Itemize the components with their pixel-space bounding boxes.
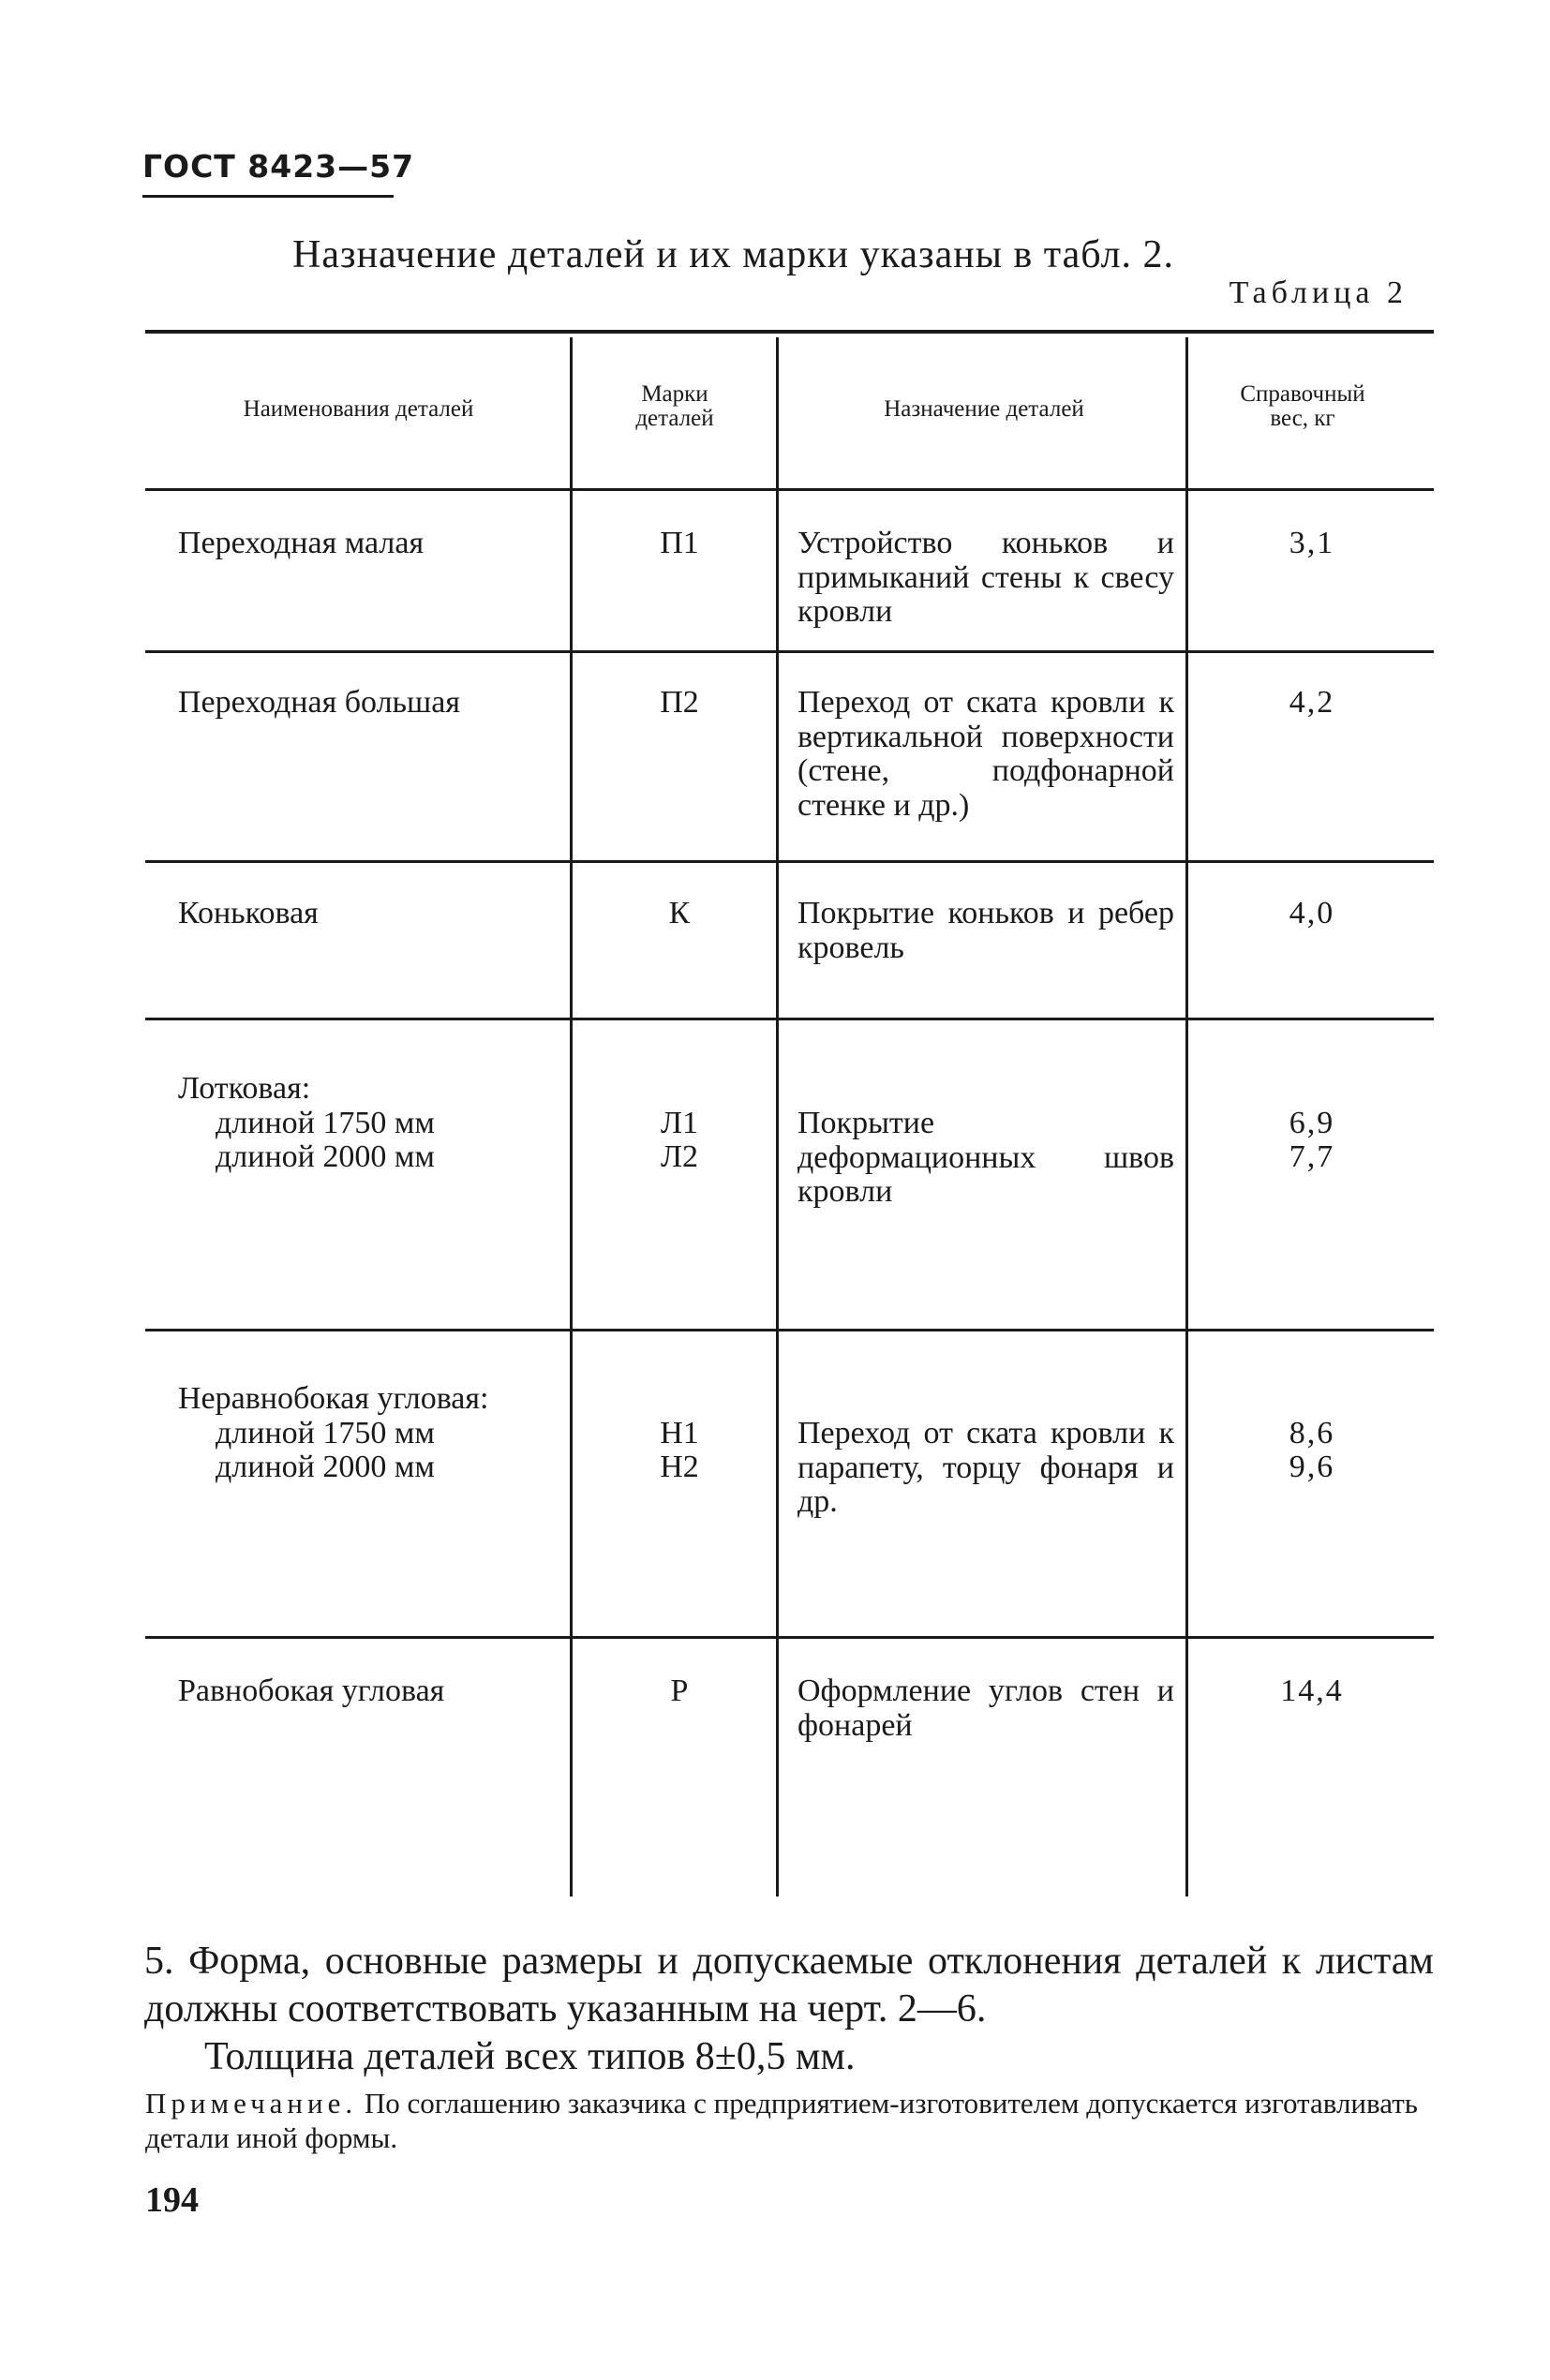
detail-purpose: Оформление углов стен и фонарей xyxy=(797,1673,1174,1743)
header-rule xyxy=(142,195,394,198)
detail-purpose: Переход от ската кровли к вертикальной поверхности (стене, подфонарной стенке и др.) xyxy=(797,685,1174,824)
column-header-weight: Справочный вес, кг xyxy=(1240,381,1365,432)
table-label: Таблица 2 xyxy=(1229,275,1408,310)
detail-purpose: Покрытие деформационных швов кровли xyxy=(797,1106,1174,1210)
column-divider xyxy=(1185,337,1188,1897)
detail-variant: длиной 2000 мм xyxy=(216,1450,435,1484)
paragraph-line: 5. Форма, основные размеры и допускаемые отклонения деталей к листам должны соответствовать указанным на черт. 2—6. xyxy=(144,1940,1434,2031)
detail-weight: 4,2 xyxy=(1289,685,1335,720)
standard-header: ГОСТ 8423—57 xyxy=(142,148,415,185)
detail-mark: П2 xyxy=(660,685,699,720)
detail-purpose: Покрытие коньков и ребер кровель xyxy=(797,896,1174,965)
table-top-rule xyxy=(145,330,1434,334)
detail-name: Равнобокая угловая xyxy=(178,1673,445,1708)
detail-weight: 6,9 xyxy=(1289,1106,1335,1140)
detail-mark: Л2 xyxy=(660,1139,699,1174)
detail-name: Лотковая: xyxy=(178,1071,311,1106)
detail-variant: длиной 2000 мм xyxy=(216,1139,435,1174)
detail-weight: 14,4 xyxy=(1280,1673,1344,1708)
detail-name: Коньковая xyxy=(178,896,319,930)
detail-weight: 4,0 xyxy=(1289,896,1335,930)
detail-purpose: Устройство коньков и примыканий стены к свесу кровли xyxy=(797,526,1174,630)
column-header-marks: Марки деталей xyxy=(635,381,714,432)
row-divider xyxy=(145,650,1434,653)
column-header-purpose: Назначение деталей xyxy=(884,396,1084,422)
detail-mark: П1 xyxy=(660,526,699,560)
note-text: По соглашению заказчика с предприятием-изготовителем допускается изготавливать детали иной формы. xyxy=(145,2087,1418,2155)
note xyxy=(145,2086,1438,2155)
detail-weight: 9,6 xyxy=(1289,1450,1335,1484)
detail-name: Переходная малая xyxy=(178,526,425,560)
row-divider xyxy=(145,1636,1434,1639)
detail-weight: 8,6 xyxy=(1289,1416,1335,1450)
row-divider xyxy=(145,1329,1434,1331)
detail-variant: длиной 1750 мм xyxy=(216,1416,435,1450)
detail-variant: длиной 1750 мм xyxy=(216,1106,435,1140)
detail-mark: Р xyxy=(670,1673,689,1708)
detail-mark: Н1 xyxy=(660,1416,699,1450)
section-paragraph xyxy=(144,1938,1434,2082)
detail-mark: Л1 xyxy=(660,1106,699,1140)
detail-weight: 3,1 xyxy=(1289,526,1335,560)
paragraph-line: Толщина деталей всех типов 8±0,5 мм. xyxy=(204,2035,856,2079)
detail-weight: 7,7 xyxy=(1289,1139,1335,1174)
detail-mark: Н2 xyxy=(660,1450,699,1484)
header-bottom-rule xyxy=(145,488,1434,491)
detail-purpose: Переход от ската кровли к парапету, торцу фонаря и др. xyxy=(797,1416,1174,1520)
row-divider xyxy=(145,1018,1434,1020)
detail-name: Переходная большая xyxy=(178,685,460,720)
intro-text: Назначение деталей и их марки указаны в табл. 2. xyxy=(292,233,1175,276)
row-divider xyxy=(145,860,1434,863)
note-heading: Примечание. xyxy=(145,2087,358,2120)
column-header-name: Наименования деталей xyxy=(243,396,474,422)
detail-name: Неравнобокая угловая: xyxy=(178,1381,489,1416)
page-number: 194 xyxy=(145,2180,199,2220)
detail-mark: К xyxy=(668,896,691,930)
